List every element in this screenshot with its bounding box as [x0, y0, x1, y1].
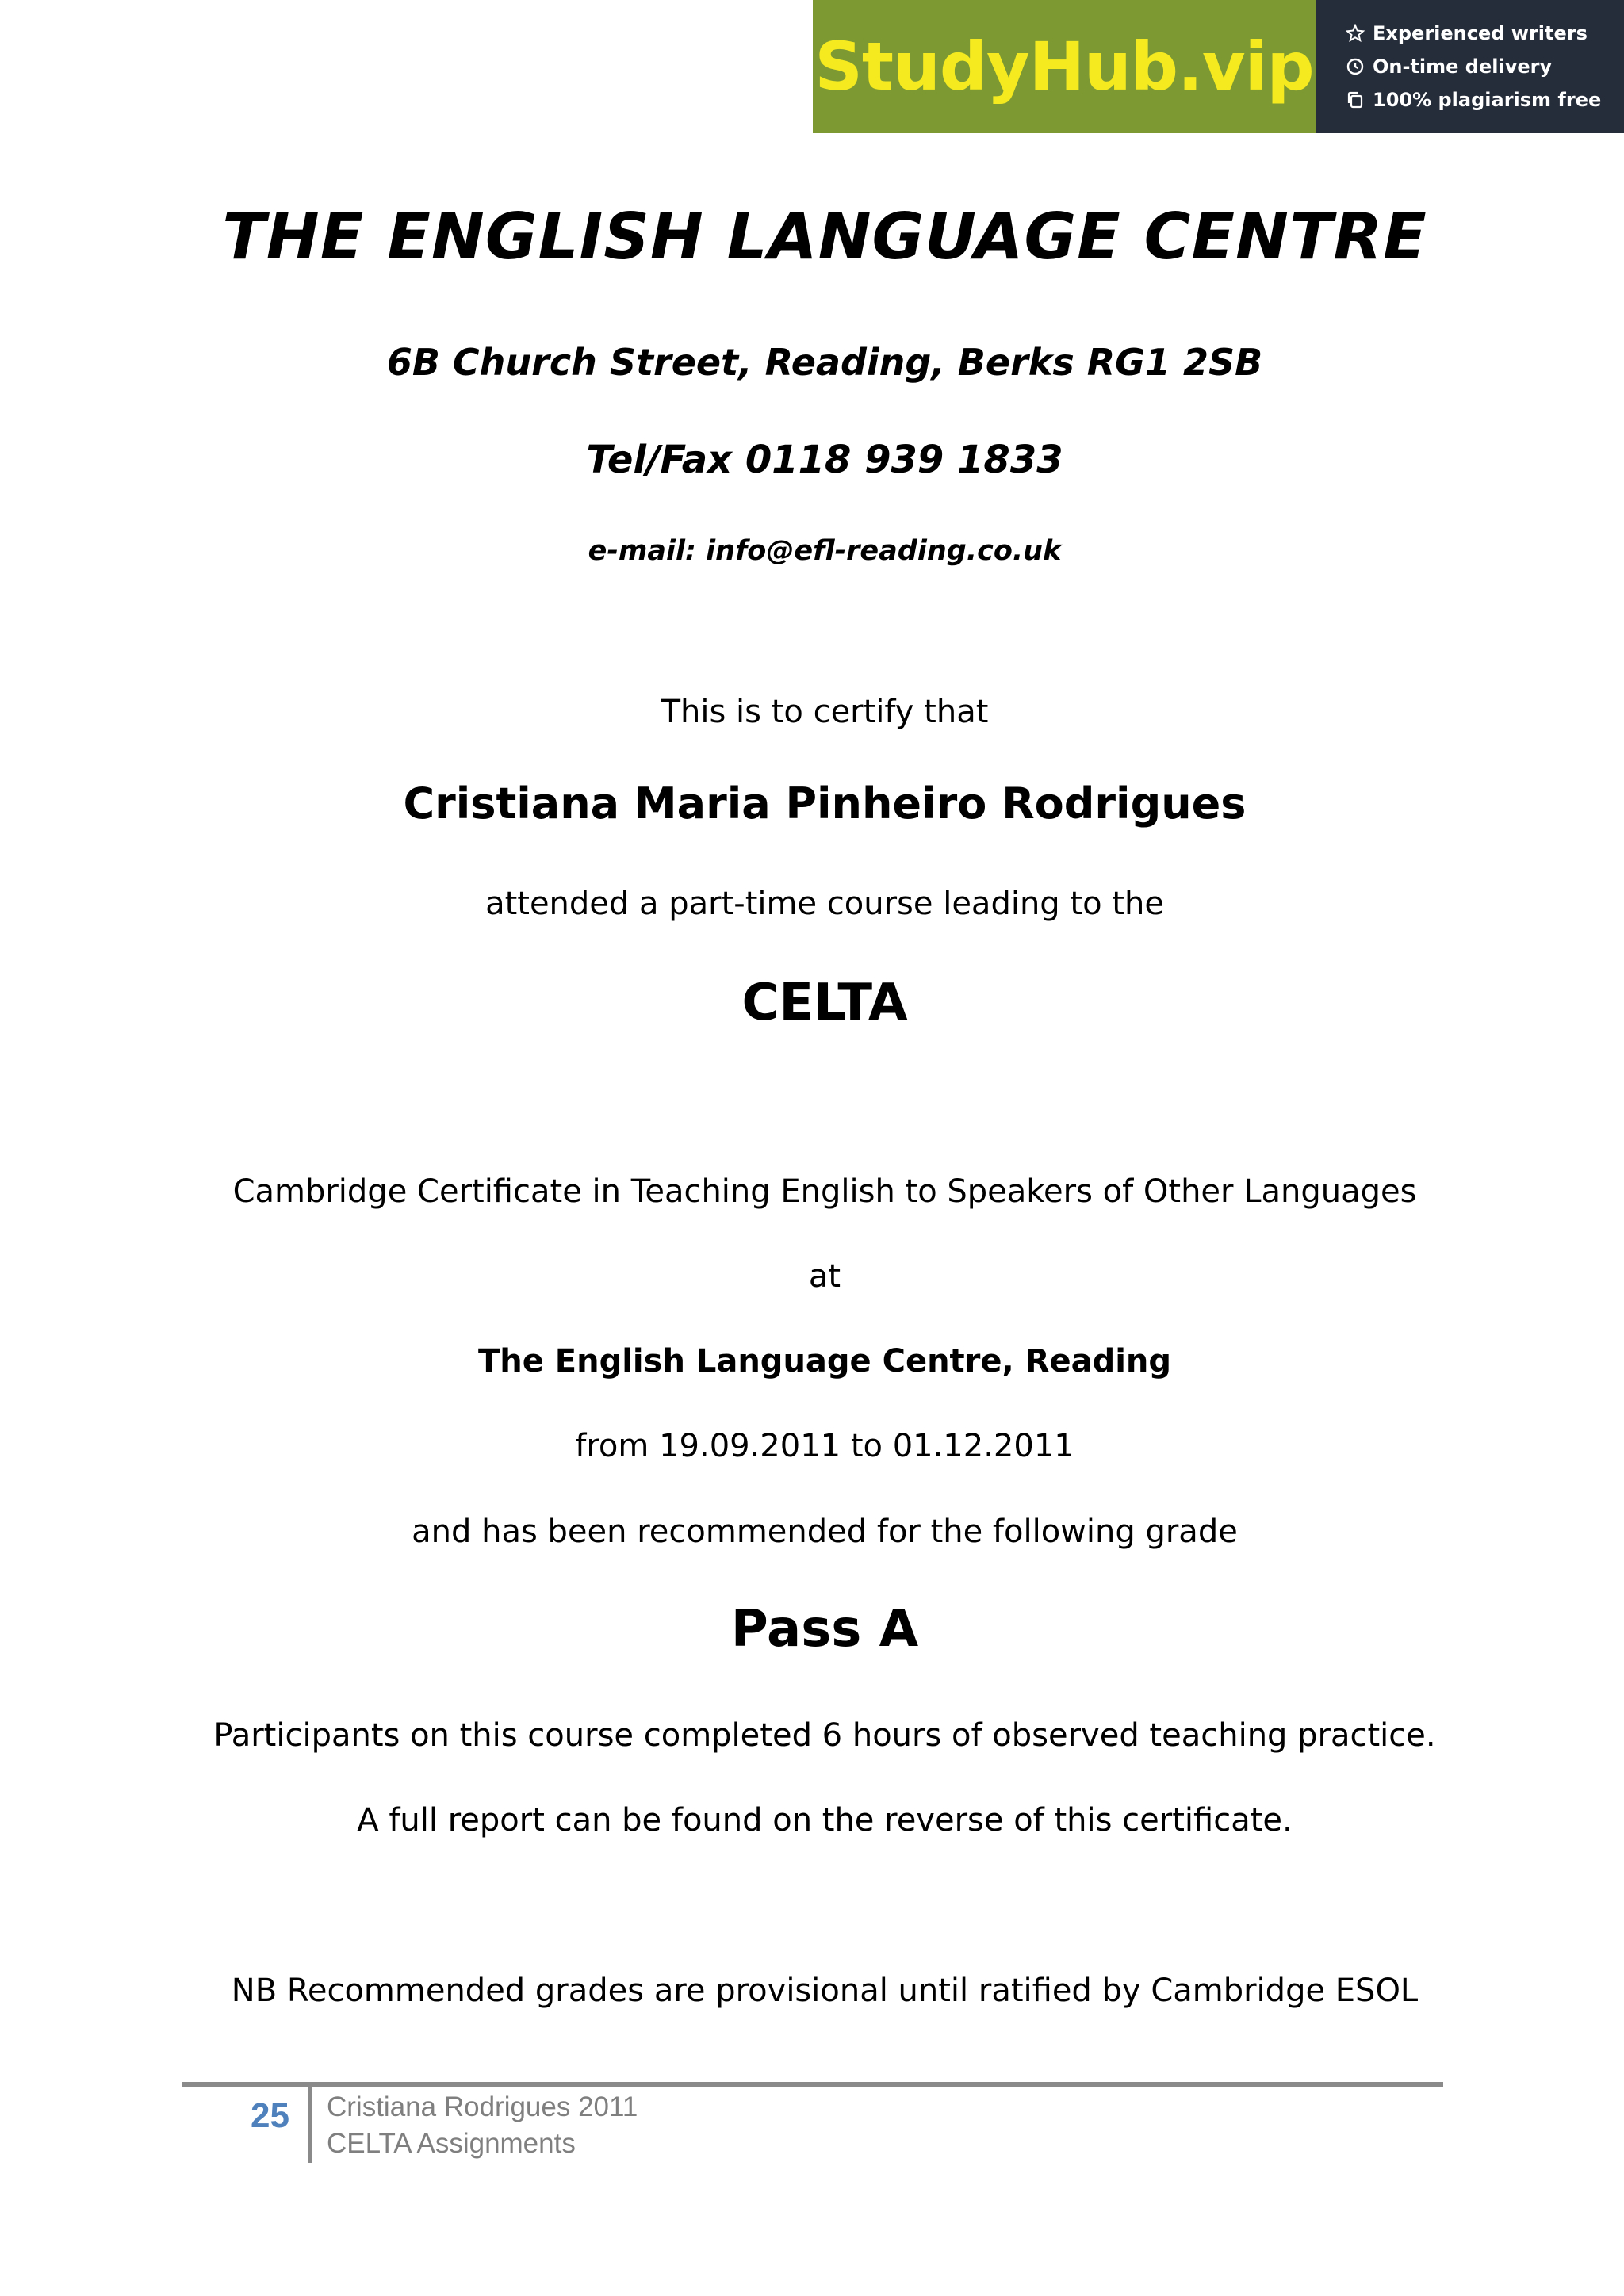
- qualification-name: CELTA: [741, 974, 908, 1032]
- centre-telephone: Tel/Fax 0118 939 1833: [586, 438, 1063, 482]
- course-centre: The English Language Centre, Reading: [477, 1343, 1172, 1380]
- footer-author: Cristiana Rodrigues 2011: [327, 2091, 638, 2122]
- recommended-statement: and has been recommended for the following grade: [412, 1513, 1238, 1550]
- at-word: at: [808, 1258, 841, 1295]
- course-dates: from 19.09.2011 to 01.12.2011: [575, 1428, 1074, 1464]
- footer-divider: [308, 2087, 312, 2163]
- report-statement: A full report can be found on the reverse of this certificate.: [357, 1802, 1293, 1839]
- clock-icon: [1346, 57, 1365, 76]
- feature-item: [1346, 22, 1624, 44]
- page-number: 25: [251, 2096, 289, 2135]
- attended-statement: attended a part-time course leading to the: [485, 886, 1164, 922]
- centre-address: 6B Church Street, Reading, Berks RG1 2SB: [386, 341, 1263, 384]
- certify-statement: This is to certify that: [661, 694, 989, 730]
- feature-item: [1346, 89, 1624, 111]
- centre-title: THE ENGLISH LANGUAGE CENTRE: [222, 200, 1427, 274]
- brand-name: StudyHub.vip: [814, 28, 1314, 105]
- grade: Pass A: [730, 1600, 919, 1659]
- feature-item: [1346, 55, 1624, 78]
- studyhub-banner[interactable]: [813, 0, 1624, 133]
- star-icon: [1346, 24, 1365, 43]
- participants-statement: Participants on this course completed 6 hours of observed teaching practice.: [213, 1717, 1436, 1754]
- copy-icon: [1346, 90, 1365, 109]
- footer-rule: [182, 2082, 1443, 2087]
- feature-label: On-time delivery: [1373, 55, 1553, 78]
- nb-statement: NB Recommended grades are provisional until ratified by Cambridge ESOL: [231, 1973, 1419, 2009]
- brand-logo[interactable]: [813, 0, 1316, 133]
- centre-email: e-mail: info@efl-reading.co.uk: [588, 535, 1062, 567]
- footer-document-title: CELTA Assignments: [327, 2128, 576, 2159]
- qualification-full-name: Cambridge Certificate in Teaching English to Speakers of Other Languages: [232, 1173, 1417, 1210]
- recipient-name: Cristiana Maria Pinheiro Rodrigues: [403, 779, 1247, 828]
- feature-label: Experienced writers: [1373, 22, 1588, 44]
- feature-list: [1316, 0, 1624, 133]
- feature-label: 100% plagiarism free: [1373, 89, 1602, 111]
